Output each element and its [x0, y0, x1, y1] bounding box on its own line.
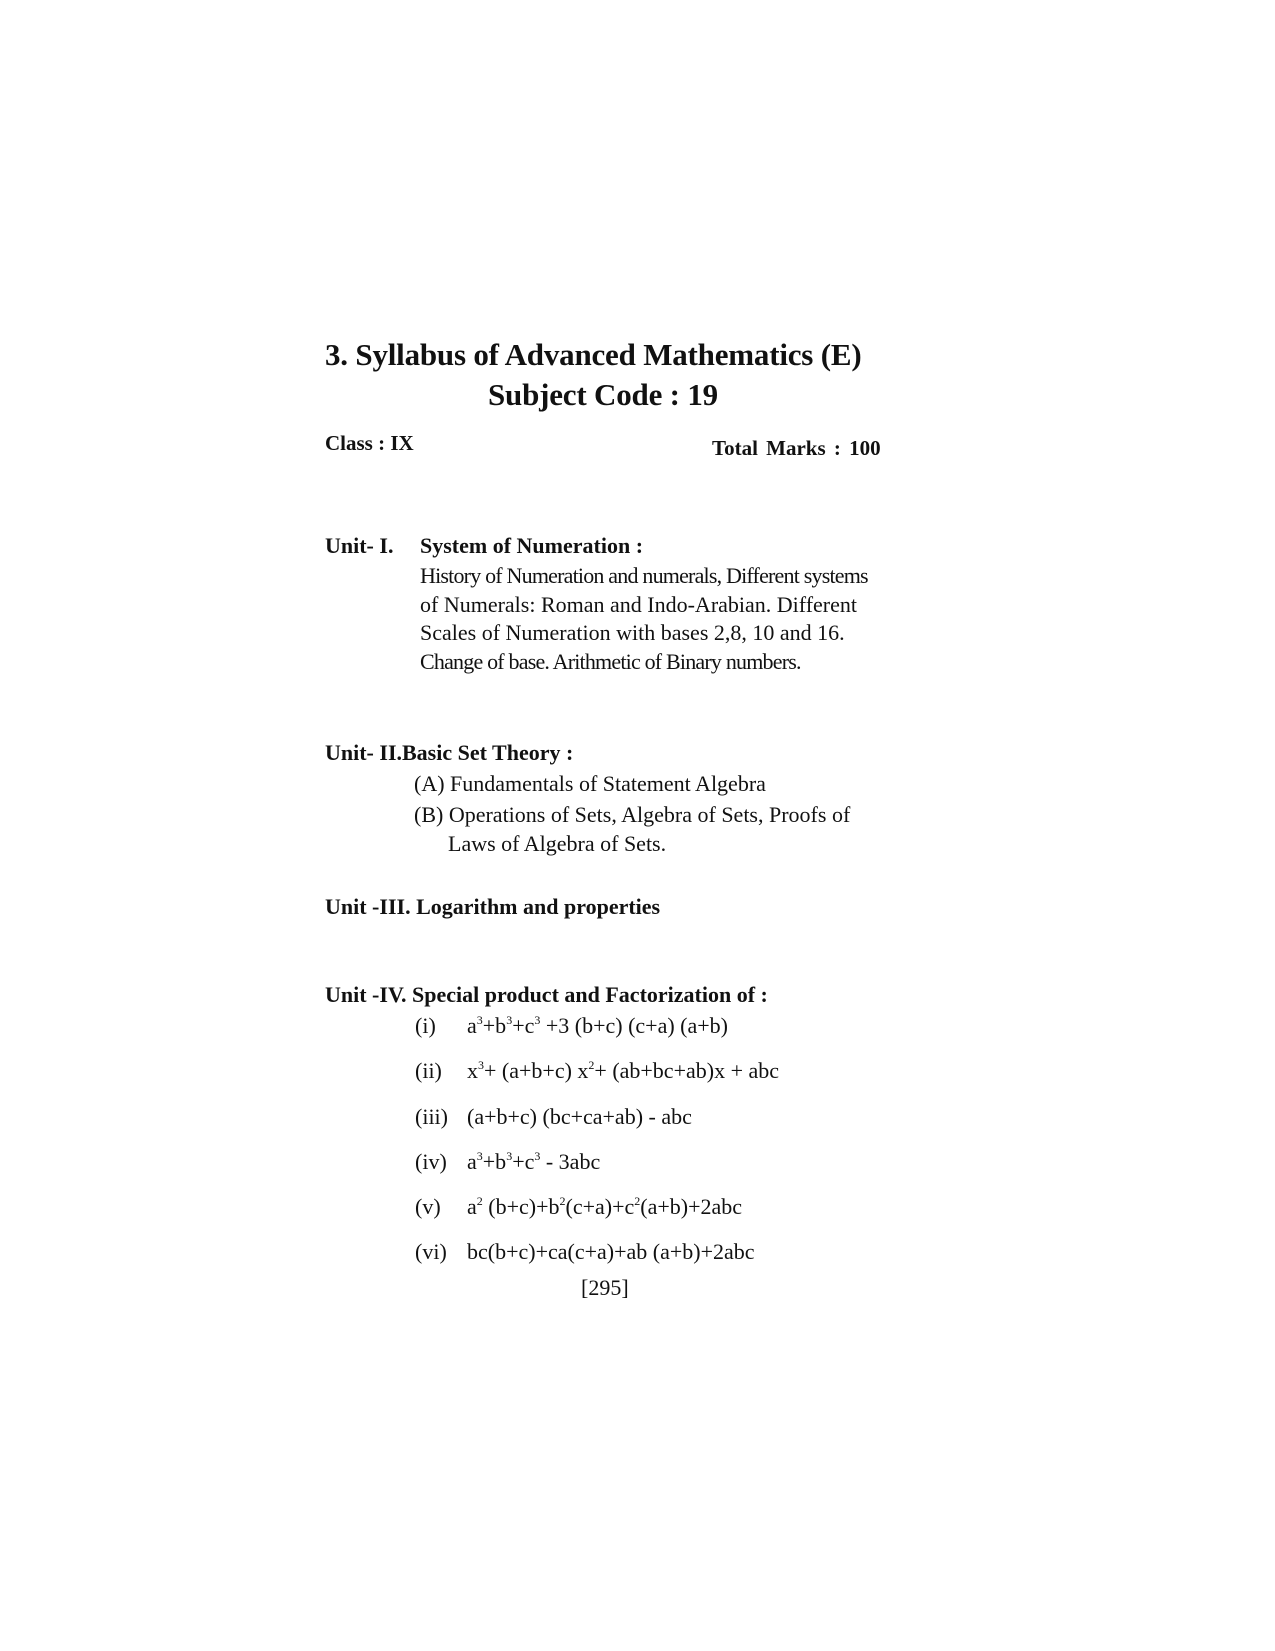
unit-4-heading: Unit -IV. Special product and Factorization of :	[325, 982, 768, 1007]
superscript: 2	[476, 1194, 483, 1208]
unit-2-item-b-cont: Laws of Algebra of Sets.	[448, 831, 667, 856]
formula-expression	[467, 1194, 742, 1220]
superscript: 3	[534, 1013, 541, 1027]
superscript: 2	[634, 1194, 641, 1208]
formula-part: a	[467, 1149, 477, 1174]
formula-part: (b+c)+b	[482, 1194, 560, 1219]
formula-number: (vi)	[415, 1239, 447, 1264]
formula-part: x	[467, 1058, 478, 1083]
superscript: 3	[476, 1149, 483, 1163]
formula-part: (c+a)+c	[565, 1194, 635, 1219]
formula-part: a	[467, 1013, 477, 1038]
formula-number: (iv)	[415, 1149, 447, 1174]
formula-expression	[467, 1058, 779, 1084]
formula-expression	[467, 1149, 600, 1175]
formula-part: - 3abc	[540, 1149, 601, 1174]
superscript: 2	[559, 1194, 566, 1208]
class-label: Class : IX	[325, 431, 414, 455]
superscript: 3	[506, 1013, 513, 1027]
unit-3-heading: Unit -III. Logarithm and properties	[325, 894, 661, 919]
superscript: 2	[588, 1058, 595, 1072]
formula-part: + (a+b+c) x	[484, 1058, 589, 1083]
formula-number: (v)	[415, 1194, 441, 1219]
formula-part: a	[467, 1194, 477, 1219]
unit-1-label: Unit- I.	[325, 533, 394, 558]
formula-expression: (a+b+c) (bc+ca+ab) - abc	[467, 1104, 692, 1129]
unit-1-line-2: of Numerals: Roman and Indo-Arabian. Different	[420, 592, 858, 617]
unit-2-item-b: (B) Operations of Sets, Algebra of Sets, Proofs of	[414, 802, 851, 827]
unit-1-line-1: History of Numeration and numerals, Different systems	[420, 563, 868, 588]
superscript: 3	[534, 1149, 541, 1163]
formula-expression: bc(b+c)+ca(c+a)+ab (a+b)+2abc	[467, 1239, 755, 1264]
unit-2-heading: Unit- II.Basic Set Theory :	[325, 740, 574, 765]
formula-part: +c	[512, 1013, 535, 1038]
formula-part: +b	[482, 1149, 507, 1174]
formula-part: +c	[512, 1149, 535, 1174]
page-number: [295]	[581, 1275, 629, 1300]
formula-part: +b	[482, 1013, 507, 1038]
total-marks: Total Marks : 100	[712, 436, 881, 460]
formula-number: (i)	[415, 1013, 436, 1038]
superscript: 3	[476, 1013, 483, 1027]
unit-2-item-a: (A) Fundamentals of Statement Algebra	[414, 771, 766, 796]
page-title: 3. Syllabus of Advanced Mathematics (E)	[325, 337, 862, 372]
formula-number: (ii)	[415, 1058, 442, 1083]
superscript: 3	[506, 1149, 513, 1163]
formula-expression	[467, 1013, 728, 1039]
unit-1-line-4: Change of base. Arithmetic of Binary numbers.	[420, 649, 801, 674]
formula-number: (iii)	[415, 1104, 448, 1129]
superscript: 3	[478, 1058, 484, 1072]
unit-1-title: System of Numeration :	[420, 533, 644, 558]
formula-part: (a+b)+2abc	[640, 1194, 743, 1219]
formula-part: +3 (b+c) (c+a) (a+b)	[540, 1013, 729, 1038]
unit-1-line-3: Scales of Numeration with bases 2,8, 10 and 16.	[420, 620, 845, 645]
formula-part: + (ab+bc+ab)x + abc	[594, 1058, 780, 1083]
subject-code: Subject Code : 19	[488, 377, 718, 412]
